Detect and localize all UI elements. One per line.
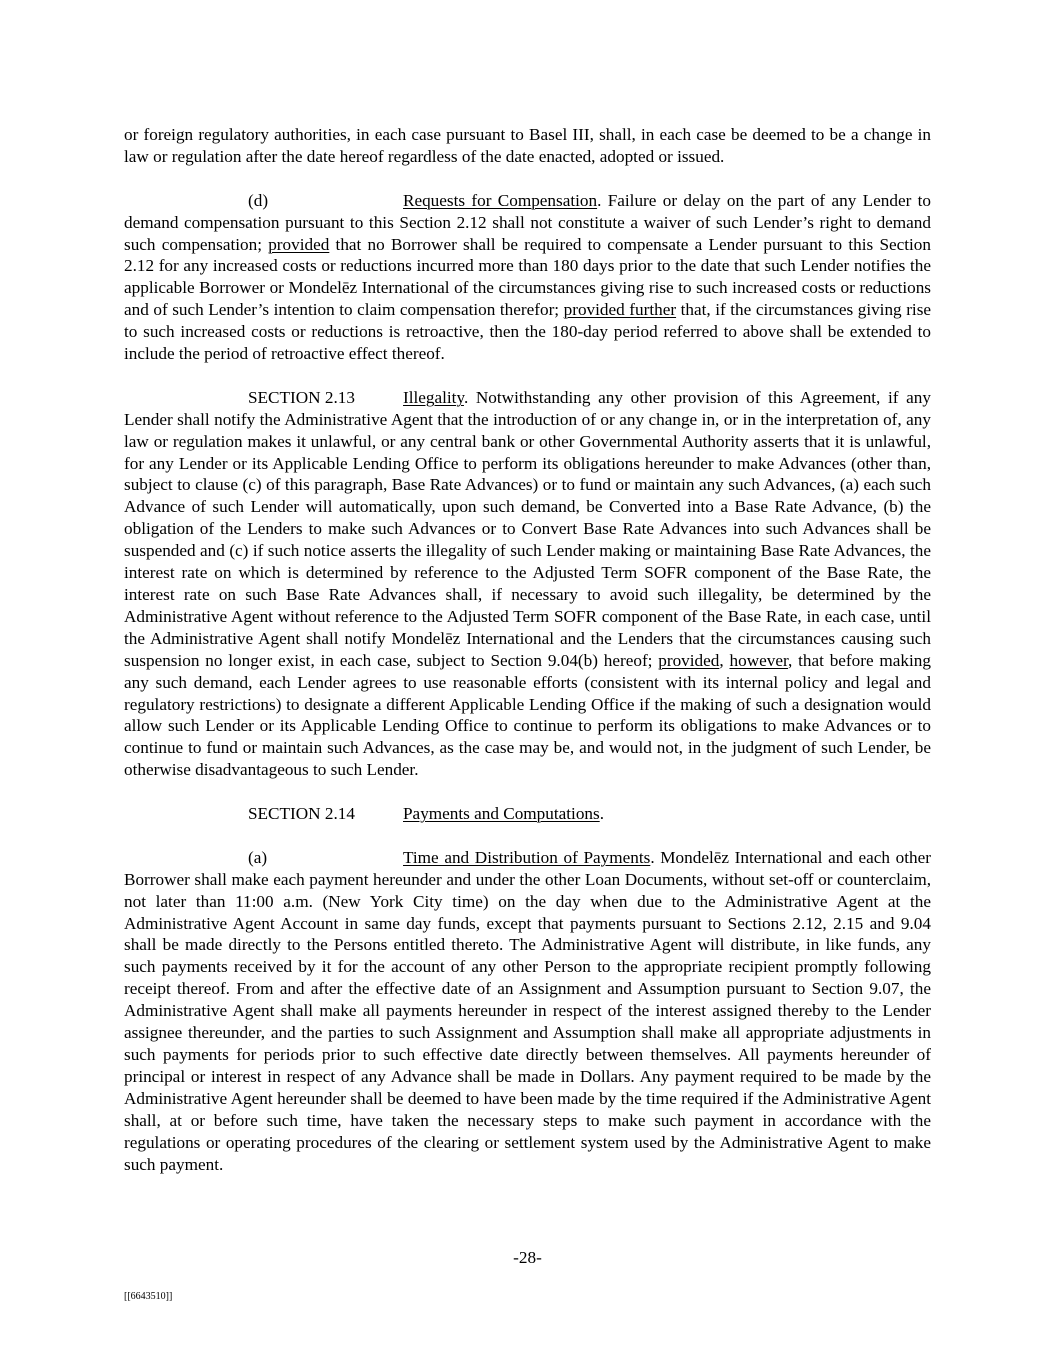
page-number: -28- (513, 1248, 542, 1267)
clause-label: (a) (248, 847, 268, 867)
section-number: SECTION 2.14 (248, 804, 355, 824)
paragraph-time-and-distribution: (a) Time and Distribution of Payments. Mondelēz International and each other Borrower shall make each payment hereunder and under the other Loan Documents, without set-off or counterclaim, not later than 11:00 a.m. (New York City time) on the day when due to the Administrative Agent at the Administrative Agent Account in same day funds, except that payments pursuant to Sections 2.12, 2.15 and 9.04 shall be made directly to the Persons entitled thereto. The Administrative Agent will distribute, in like funds, any such payments received by it for the account of any other Person to the appropriate recipient promptly following receipt thereof. From and after the effective date of an Assignment and Assumption pursuant to Section 9.07, the Administrative Agent shall make all payments hereunder in respect of the interest assigned thereby to the Lender assignee thereunder, and the parties to such Assignment and Assumption shall make all appropriate adjustments in such payments for periods prior to such effective date directly between themselves. All payments hereunder of principal or interest in respect of any Advance shall be made in Dollars. Any payment required to be made by the Administrative Agent hereunder shall be deemed to have been made by the time required if the Administrative Agent shall, at or before such time, have taken the necessary steps to make such payment in accordance with the regulations or operating procedures of the clearing or settlement system used by the Administrative Agent to make such payment. (124, 847, 931, 1174)
section-2-13-illegality: SECTION 2.13 Illegality. Notwithstanding any other provision of this Agreement, if any Lender shall notify the Administrative Agent that the introduction of or any change in, or in the interpretation of, any law or regulation makes it unlawful, or any central bank or other Governmental Authority asserts that it is unlawful, for any Lender or its Applicable Lending Office to perform its obligations hereunder to make Advances (other than, subject to clause (c) of this paragraph, Base Rate Advances) or to fund or maintain any such Advances, (a) each such Advance of such Lender will automatically, upon such demand, be Converted into a Base Rate Advance, (b) the obligation of the Lenders to make such Advances or to Convert Base Rate Advances into such Advances shall be suspended and (c) if such notice asserts the illegality of such Lender making or maintaining Base Rate Advances, the interest rate on which is determined by reference to the Adjusted Term SOFR component of the Base Rate, the interest rate on such Base Rate Advances shall, if necessary to avoid such illegality, be determined by the Administrative Agent without reference to the Adjusted Term SOFR component of the Base Rate, in each case, until the Administrative Agent shall notify Mondelēz International and the Lenders that the circumstances causing such suspension no longer exist, in each case, subject to Section 9.04(b) hereof; provided, however, that before making any such demand, each Lender agrees to use reasonable efforts (consistent with its internal policy and legal and regulatory restrictions) to designate a different Applicable Lending Office if the making of such a designation would allow such Lender or its Applicable Lending Office to continue to perform its obligations to make Advances or to continue to fund or maintain such Advances, as the case may be, and would not, in the judgment of such Lender, be otherwise disadvantageous to such Lender. (124, 387, 931, 780)
clause-heading: Time and Distribution of Payments (403, 847, 651, 867)
clause-heading: Requests for Compensation (403, 190, 598, 210)
clause-label: (d) (248, 190, 269, 210)
provided-further-term: provided further (563, 300, 677, 320)
document-id: [[6643510]] (124, 1291, 173, 1302)
document-body (124, 124, 931, 1197)
paragraph-requests-for-compensation: (d) Requests for Compensation. Failure or delay on the part of any Lender to demand compensation pursuant to this Section 2.12 shall not constitute a waiver of such Lender’s right to demand such compensation; provided that no Borrower shall be required to compensate a Lender pursuant to this Section 2.12 for any increased costs or reductions incurred more than 180 days prior to the date that such Lender notifies the applicable Borrower or Mondelēz International of the circumstances giving rise to such increased costs or reductions and of such Lender’s intention to claim compensation therefor; provided further that, if the circumstances giving rise to such increased costs or reductions is retroactive, then the 180-day period referred to above shall be extended to include the period of retroactive effect thereof. (124, 190, 932, 364)
paragraph-basel-iii (124, 124, 931, 168)
however-term: however (729, 650, 788, 670)
paragraph-text: or foreign regulatory authorities, in each case pursuant to Basel III, shall, in each case be deemed to be a change in law or regulation after the date hereof regardless of the date enacted, adopted or issued. (124, 125, 931, 166)
provided-term: provided (268, 234, 330, 254)
section-heading: Payments and Computations (403, 804, 600, 824)
section-heading: Illegality (403, 387, 464, 407)
provided-term: provided (658, 650, 720, 670)
section-2-14-heading: SECTION 2.14 Payments and Computations. (248, 804, 604, 824)
section-number: SECTION 2.13 (248, 387, 355, 407)
